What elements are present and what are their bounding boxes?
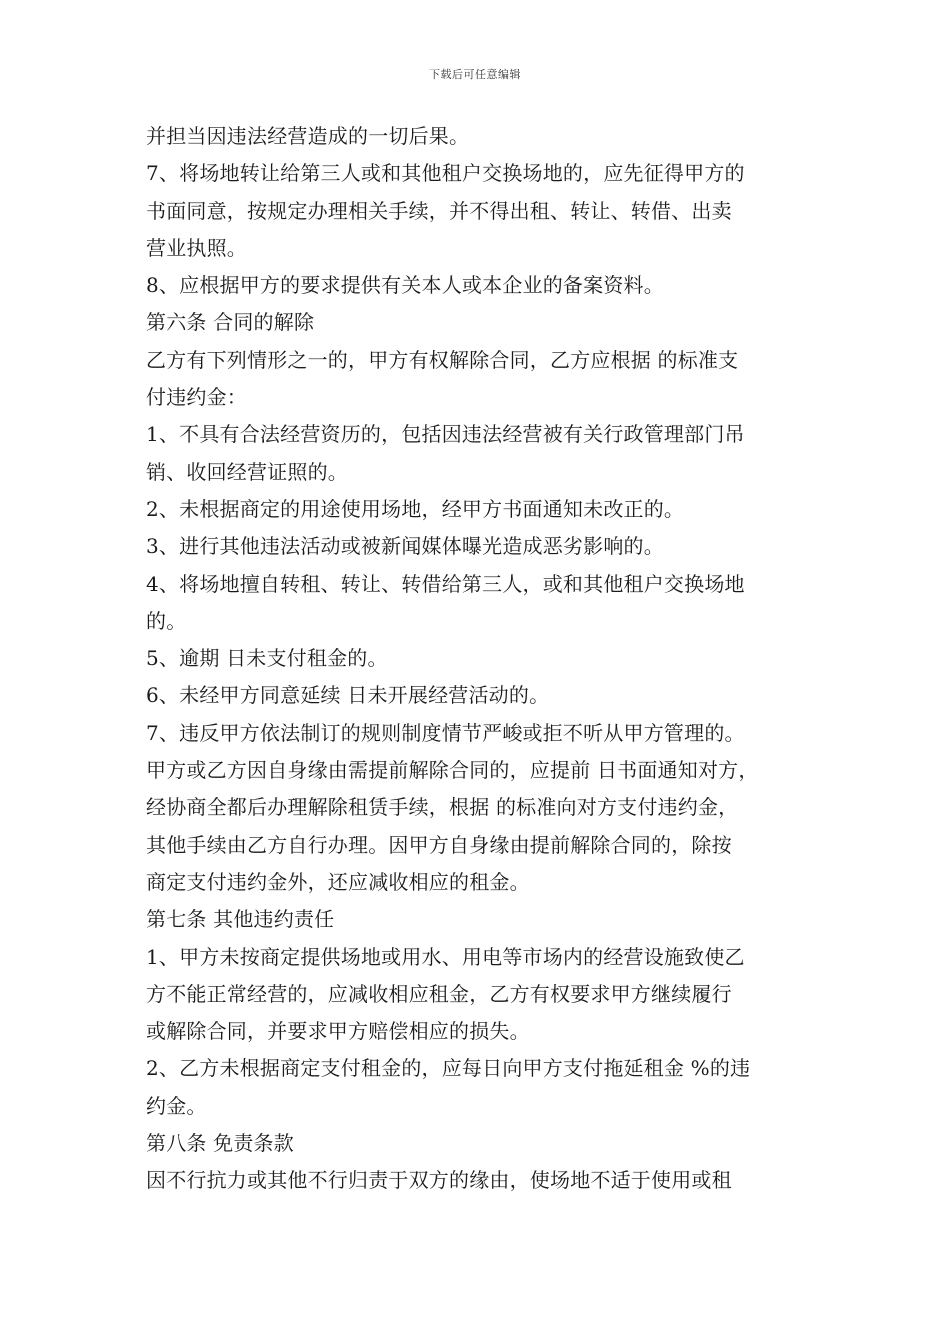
body-line: 3、进行其他违法活动或被新闻媒体曝光造成恶劣影响的。 [146, 534, 664, 559]
body-line: 约金。 [146, 1093, 207, 1118]
body-line: 5、逾期 日未支付租金的。 [146, 646, 388, 671]
section-heading: 第六条 合同的解除 [146, 310, 315, 335]
body-line: 或解除合同，并要求甲方赔偿相应的损失。 [146, 1019, 530, 1044]
body-line: 方不能正常经营的，应减收相应租金，乙方有权要求甲方继续履行 [146, 981, 732, 1006]
body-line: 1、不具有合法经营资历的，包括因违法经营被有关行政管理部门吊 [146, 422, 745, 447]
body-line: 2、乙方未根据商定支付租金的，应每日向甲方支付拖延租金 %的违 [146, 1056, 751, 1081]
body-line: 乙方有下列情形之一的，甲方有权解除合同，乙方应根据 的标准支 [146, 347, 739, 372]
document-body [146, 118, 826, 1200]
section-heading: 第八条 免责条款 [146, 1131, 294, 1156]
body-line: 营业执照。 [146, 235, 247, 260]
section-heading: 第七条 其他违约责任 [146, 907, 335, 932]
body-line: 1、甲方未按商定提供场地或用水、用电等市场内的经营设施致使乙 [146, 944, 745, 969]
body-line: 付违约金： [146, 385, 247, 410]
body-line: 6、未经甲方同意延续 日未开展经营活动的。 [146, 683, 550, 708]
body-line: 7、违反甲方依法制订的规则制度情节严峻或拒不听从甲方管理的。 [146, 720, 745, 745]
body-line: 因不行抗力或其他不行归责于双方的缘由，使场地不适于使用或租 [146, 1168, 732, 1193]
body-line: 4、将场地擅自转租、转让、转借给第三人，或和其他租户交换场地 [146, 571, 745, 596]
body-line: 商定支付违约金外，还应减收相应的租金。 [146, 869, 530, 894]
page-header: 下载后可任意编辑 [429, 68, 521, 81]
body-line: 经协商全都后办理解除租赁手续，根据 的标准向对方支付违约金， [146, 795, 739, 820]
body-line: 书面同意，按规定办理相关手续，并不得出租、转让、转借、出卖 [146, 198, 732, 223]
body-line: 的。 [146, 608, 187, 633]
body-line: 销、收回经营证照的。 [146, 459, 348, 484]
body-line: 2、未根据商定的用途使用场地，经甲方书面通知未改正的。 [146, 496, 685, 521]
body-line: 7、将场地转让给第三人或和其他租户交换场地的，应先征得甲方的 [146, 161, 745, 186]
body-line: 其他手续由乙方自行办理。因甲方自身缘由提前解除合同的，除按 [146, 832, 732, 857]
body-line: 并担当因违法经营造成的一切后果。 [146, 124, 470, 148]
body-line: 甲方或乙方因自身缘由需提前解除合同的，应提前 日书面通知对方， [146, 758, 759, 783]
body-line: 8、应根据甲方的要求提供有关本人或本企业的备案资料。 [146, 273, 664, 298]
